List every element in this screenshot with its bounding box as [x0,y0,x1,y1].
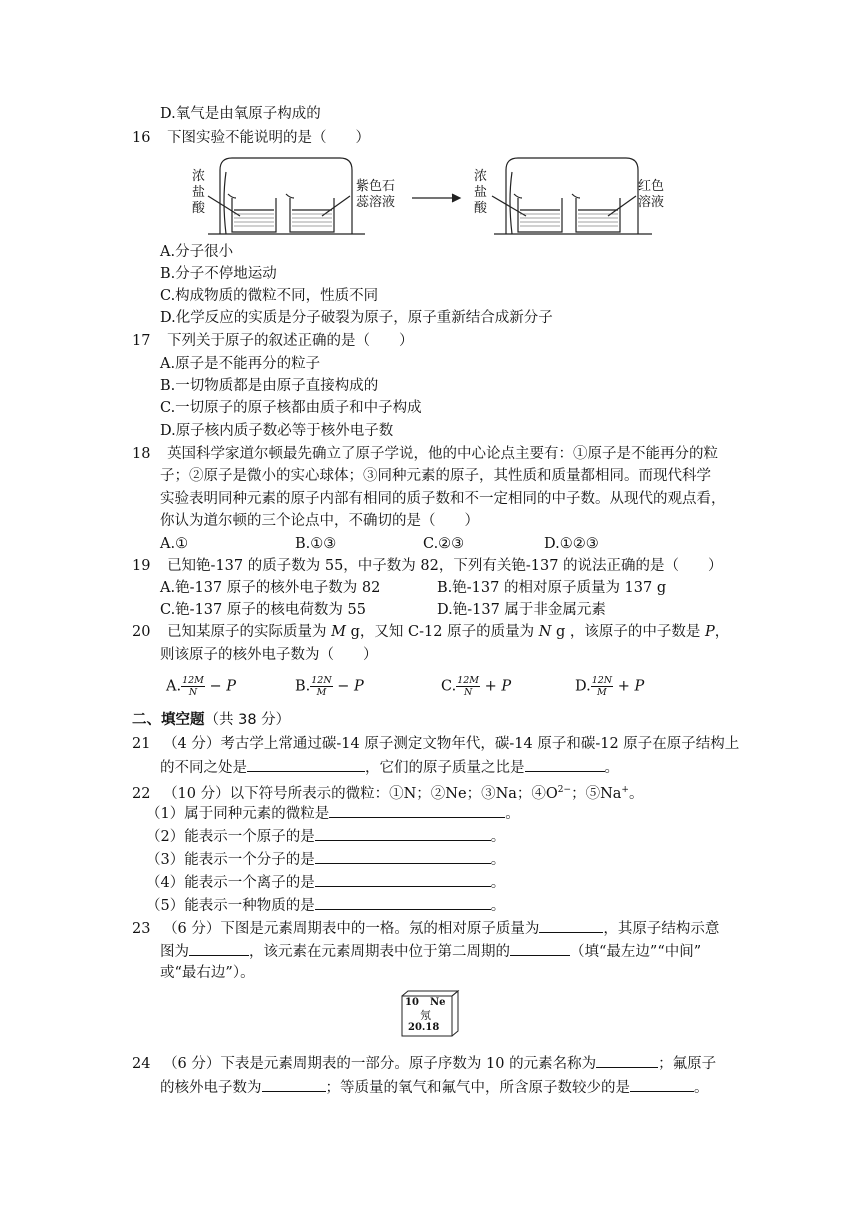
text: ；氟原子 [658,1056,717,1072]
text: （6 分）下图是元素周期表中的一格。氖的相对原子质量为 [163,921,540,937]
q19-stem [132,556,723,576]
question-text: 下图实验不能说明的是（ ） [167,130,371,146]
left-acid-label-1: 浓 [192,169,206,184]
q24-text-line-2 [160,1077,709,1098]
answer-blank-3[interactable] [630,1077,694,1092]
option-rest: − P [204,678,237,695]
q19-option-b: B.铯-137 的相对原子质量为 137 g [437,580,667,596]
numerator: 12M [182,675,204,686]
q18-stem [132,444,718,464]
question-number: 23 [132,921,151,937]
text: 的不同之处是 [160,760,247,776]
text: 。 [694,1080,709,1096]
fraction [181,675,205,698]
answer-blank[interactable] [315,826,491,841]
section-heading [132,710,290,730]
var-m: M [331,624,347,640]
question-text-b: ；⑤Na [571,785,622,802]
periodic-table-cell-neon [400,990,462,1038]
text: （6 分）下表是元素周期表的一部分。原子序数为 10 的元素名称为 [163,1056,597,1072]
text: 。 [490,898,506,914]
question-number: 21 [132,736,151,752]
answer-blank[interactable] [315,849,491,864]
q17-option-b: B.一切物质都是由原子直接构成的 [160,378,379,394]
q22-sub-4 [146,872,505,893]
question-text-b: g，又知 C-12 原子的质量为 [346,624,539,640]
q18-option-a: A.① [160,536,189,552]
var-n: N [538,624,552,640]
answer-blank-2[interactable] [525,757,605,772]
q18-option-b: B.①③ [295,536,337,552]
element-symbol: Ne [430,997,446,1008]
right-solution-label-1: 红色 [638,179,665,194]
q15-option-d: D.氧气是由氧原子构成的 [160,106,321,122]
q17-option-d: D.原子核内质子数必等于核外电子数 [160,423,394,439]
superscript-charge: 2− [557,785,572,795]
numerator: 12N [311,675,332,686]
text: 。 [490,852,506,868]
question-number: 18 [132,446,151,462]
text: ，其原子结构示意 [603,921,720,937]
q20-option-a [166,675,236,698]
q16-option-c: C.构成物质的微粒不同，性质不同 [160,288,379,304]
question-text-a: 已知某原子的实际质量为 [167,624,332,640]
question-number: 24 [132,1056,151,1072]
answer-blank[interactable] [315,895,491,910]
q18-option-d: D.①②③ [544,536,599,552]
right-acid-label-1: 浓 [474,169,488,184]
left-solution-label-2: 蕊溶液 [356,195,396,210]
q18-text-line-4: 你认为道尔顿的三个论点中，不确切的是（ ） [160,513,479,529]
q16-option-d: D.化学反应的实质是分子破裂为原子，原子重新结合成新分子 [160,310,553,326]
q16-option-a: A.分子很小 [160,244,234,260]
text: ，该元素在元素周期表中位于第二周期的 [249,944,510,960]
text: （填“最左边”“中间” [570,944,702,960]
answer-blank-2[interactable] [189,941,249,956]
q20-option-d [575,675,644,698]
option-rest: + P [613,678,645,695]
q18-text-line-2: 子；②原子是微小的实心球体；③同种元素的原子，其性质和质量都相同。而现代科学 [160,468,711,484]
text: （3）能表示一个分子的是 [146,852,315,868]
option-label: B. [295,678,311,695]
right-acid-label-3: 酸 [474,201,488,216]
question-number: 16 [132,130,151,146]
q17-option-a: A.原子是不能再分的粒子 [160,356,321,372]
question-text: 下列关于原子的叙述正确的是（ ） [167,333,414,349]
question-text-c: g ，该原子的中子数是 [551,624,705,640]
q22-sub-5 [146,895,505,916]
denominator: M [597,687,607,698]
q17-stem [132,331,414,351]
text: 。 [490,829,506,845]
question-text-c: 。 [628,785,644,802]
right-acid-label-2: 盐 [474,185,488,200]
numerator: 12N [591,675,613,686]
denominator: M [316,687,327,698]
option-label: A. [166,678,182,695]
text: ；等质量的氧气和氟气中，所含原子数较少的是 [325,1080,630,1096]
q24-stem [132,1053,716,1074]
text: （1）属于同种元素的微粒是 [146,806,330,822]
section-title: 二、填空题 [132,712,205,728]
q18-text-line-3: 实验表明同种元素的原子内部有相同的质子数和不一定相同的中子数。从现代的观点看， [160,491,726,507]
answer-blank-2[interactable] [262,1077,326,1092]
question-number: 20 [132,624,151,640]
option-label: C. [441,678,457,695]
q21-text-line-2 [160,757,619,778]
q23-text-line-2 [160,941,701,962]
question-number: 19 [132,558,151,574]
var-p: P [705,624,715,640]
q21-stem [132,734,739,754]
q19-option-c: C.铯-137 原子的核电荷数为 55 [160,602,366,618]
q20-option-c [441,675,511,698]
q22-sub-3 [146,849,505,870]
option-rest: − P [332,678,364,695]
text: 。 [505,806,520,822]
option-rest: + P [480,678,512,695]
right-solution-label-2: 溶液 [638,195,665,210]
answer-blank[interactable] [315,872,491,887]
numerator: 12M [457,675,480,686]
element-name: 氖 [420,1009,431,1022]
section-score: （共 38 分） [204,712,291,728]
q23-stem [132,918,719,939]
text: 。 [490,875,506,891]
answer-blank-1[interactable] [247,757,365,772]
q19-option-a: A.铯-137 原子的核外电子数为 82 [160,580,381,596]
left-acid-label-3: 酸 [192,201,206,216]
q19-option-d: D.铯-137 属于非金属元素 [437,602,606,618]
text: （2）能表示一个原子的是 [146,829,315,845]
question-text-d: ， [714,624,730,640]
question-text: 已知铯-137 的质子数为 55，中子数为 82，下列有关铯-137 的说法正确的是（ ） [167,558,723,574]
answer-blank-1[interactable] [596,1053,658,1068]
q16-option-b: B.分子不停地运动 [160,266,277,282]
q20-option-b [295,675,364,698]
q20-stem [132,622,729,642]
q17-option-c: C.一切原子的原子核都由质子和中子构成 [160,400,422,416]
text: （5）能表示一种物质的是 [146,898,315,914]
q22-stem [132,780,643,804]
text: 图为 [160,944,189,960]
option-label: D. [575,678,591,695]
answer-blank-3[interactable] [510,941,570,956]
question-text-line-1: （4 分）考古学上常通过碳-14 原子测定文物年代，碳-14 原子和碳-12 原子在原子结构上 [163,736,740,752]
left-acid-label-2: 盐 [192,185,206,200]
answer-blank-1[interactable] [539,918,603,933]
q16-experiment-figure [190,150,670,240]
fraction [310,675,332,698]
question-text-line-1: 英国科学家道尔顿最先确立了原子学说，他的中心论点主要有：①原子是不能再分的粒 [167,446,719,462]
text: 的核外电子数为 [160,1080,262,1096]
question-text-a: （10 分）以下符号所表示的微粒：①N；②Ne；③Na；④O [163,785,558,802]
text: 。 [604,760,619,776]
left-solution-label-1: 紫色石 [356,179,396,194]
text: ，它们的原子质量之比是 [365,760,525,776]
denominator: N [188,687,198,698]
atomic-mass: 20.18 [408,1022,440,1033]
superscript-charge: + [621,785,629,795]
q20-text-line-2: 则该原子的核外电子数为（ ） [160,647,378,663]
q22-sub-2 [146,826,505,847]
fraction [591,675,613,698]
q22-sub-1 [146,803,520,824]
atomic-number: 10 [405,997,419,1008]
q16-stem [132,128,370,148]
answer-blank[interactable] [329,803,505,818]
denominator: N [463,687,473,698]
q23-text-line-3: 或“最右边”）。 [160,965,255,981]
fraction [456,675,480,698]
question-number: 17 [132,333,151,349]
text: （4）能表示一个离子的是 [146,875,315,891]
q18-option-c: C.②③ [423,536,465,552]
question-number: 22 [132,785,151,802]
